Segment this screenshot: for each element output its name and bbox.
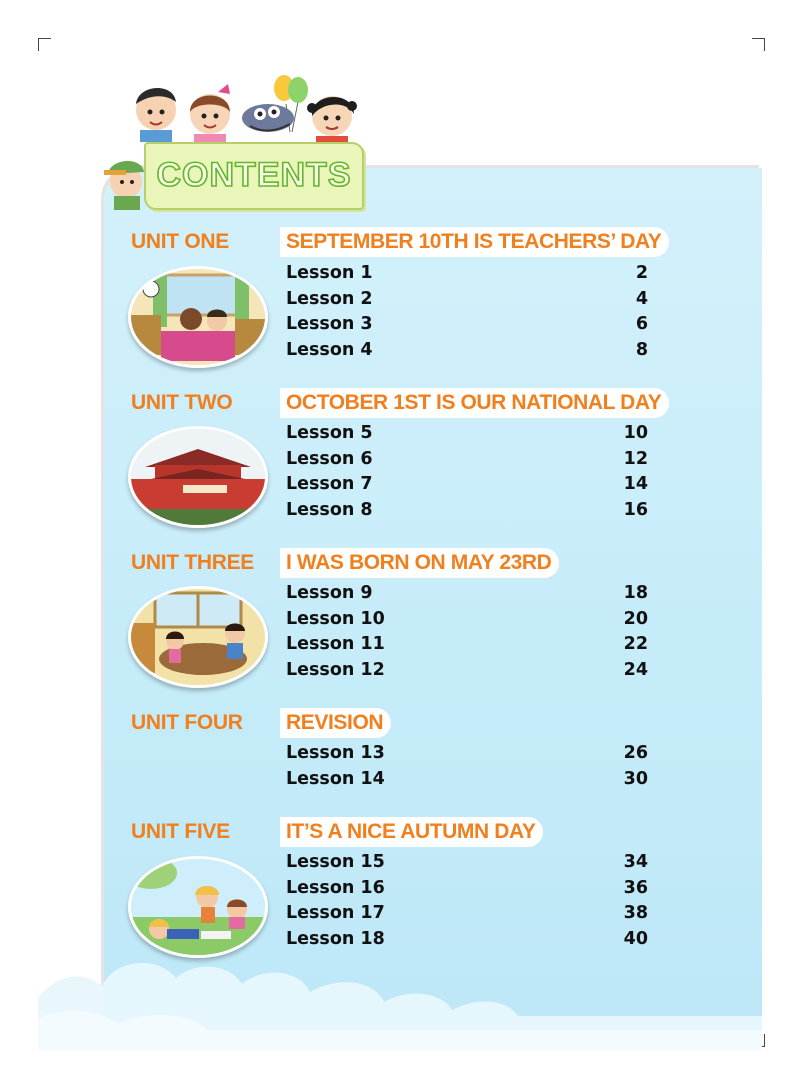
classroom-image — [128, 266, 268, 368]
lesson-name: Lesson 10 — [286, 609, 385, 629]
lesson-name: Lesson 9 — [286, 583, 373, 603]
lesson-page: 38 — [623, 903, 648, 923]
lesson-page: 16 — [623, 500, 648, 520]
lesson-row[interactable] — [286, 878, 648, 903]
lesson-page: 8 — [635, 340, 648, 360]
lesson-row[interactable] — [286, 263, 648, 288]
lesson-name: Lesson 7 — [286, 474, 373, 494]
lesson-page: 20 — [623, 609, 648, 629]
lesson-row[interactable] — [286, 583, 648, 608]
lesson-row[interactable] — [286, 929, 648, 954]
lesson-row[interactable] — [286, 852, 648, 877]
unit-three-label: UNIT THREE — [131, 551, 255, 574]
lesson-page: 14 — [623, 474, 648, 494]
unit-four-label: UNIT FOUR — [131, 711, 243, 734]
unit-two-title[interactable]: OCTOBER 1ST IS OUR NATIONAL DAY — [280, 388, 669, 418]
lesson-row[interactable] — [286, 903, 648, 928]
lesson-name: Lesson 14 — [286, 769, 385, 789]
lesson-row[interactable] — [286, 634, 648, 659]
lesson-name: Lesson 15 — [286, 852, 385, 872]
lesson-name: Lesson 11 — [286, 634, 385, 654]
lesson-name: Lesson 2 — [286, 289, 373, 309]
lesson-name: Lesson 5 — [286, 423, 373, 443]
unit-four-title[interactable]: REVISION — [280, 708, 391, 738]
lesson-page: 40 — [623, 929, 648, 949]
lesson-page: 24 — [623, 660, 648, 680]
cloud-decoration — [38, 940, 762, 1050]
lesson-name: Lesson 12 — [286, 660, 385, 680]
tiananmen-image — [128, 426, 268, 528]
unit-two-label: UNIT TWO — [131, 391, 233, 414]
lesson-page: 12 — [623, 449, 648, 469]
unit-one-title[interactable]: SEPTEMBER 10TH IS TEACHERS’ DAY — [280, 227, 669, 257]
lesson-page: 6 — [635, 314, 648, 334]
page-title: CONTENTS — [156, 156, 352, 194]
lesson-page: 36 — [623, 878, 648, 898]
lesson-page: 26 — [623, 743, 648, 763]
lesson-page: 34 — [623, 852, 648, 872]
lesson-name: Lesson 13 — [286, 743, 385, 763]
lesson-row[interactable] — [286, 289, 648, 314]
lesson-page: 18 — [623, 583, 648, 603]
lesson-name: Lesson 4 — [286, 340, 373, 360]
lesson-name: Lesson 6 — [286, 449, 373, 469]
lesson-page: 4 — [635, 289, 648, 309]
unit-five-label: UNIT FIVE — [131, 820, 230, 843]
lesson-page: 2 — [635, 263, 648, 283]
lesson-row[interactable] — [286, 474, 648, 499]
lesson-row[interactable] — [286, 314, 648, 339]
birthday-party-image — [128, 586, 268, 688]
lesson-page: 10 — [623, 423, 648, 443]
lesson-page: 30 — [623, 769, 648, 789]
lesson-name: Lesson 16 — [286, 878, 385, 898]
lesson-row[interactable] — [286, 609, 648, 634]
lesson-row[interactable] — [286, 660, 648, 685]
lesson-row[interactable] — [286, 449, 648, 474]
lesson-page: 22 — [623, 634, 648, 654]
unit-three-title[interactable]: I WAS BORN ON MAY 23RD — [280, 548, 559, 578]
lesson-name: Lesson 3 — [286, 314, 373, 334]
lesson-row[interactable] — [286, 340, 648, 365]
unit-one-label: UNIT ONE — [131, 230, 229, 253]
crop-mark-top-left — [38, 38, 51, 51]
lesson-name: Lesson 1 — [286, 263, 373, 283]
lesson-row[interactable] — [286, 769, 648, 794]
lesson-row[interactable] — [286, 423, 648, 448]
lesson-name: Lesson 8 — [286, 500, 373, 520]
unit-five-title[interactable]: IT’S A NICE AUTUMN DAY — [280, 817, 543, 847]
crop-mark-top-right — [752, 38, 765, 51]
lesson-row[interactable] — [286, 500, 648, 525]
autumn-picnic-image — [128, 856, 268, 958]
contents-banner — [144, 142, 364, 210]
lesson-name: Lesson 18 — [286, 929, 385, 949]
lesson-name: Lesson 17 — [286, 903, 385, 923]
lesson-row[interactable] — [286, 743, 648, 768]
